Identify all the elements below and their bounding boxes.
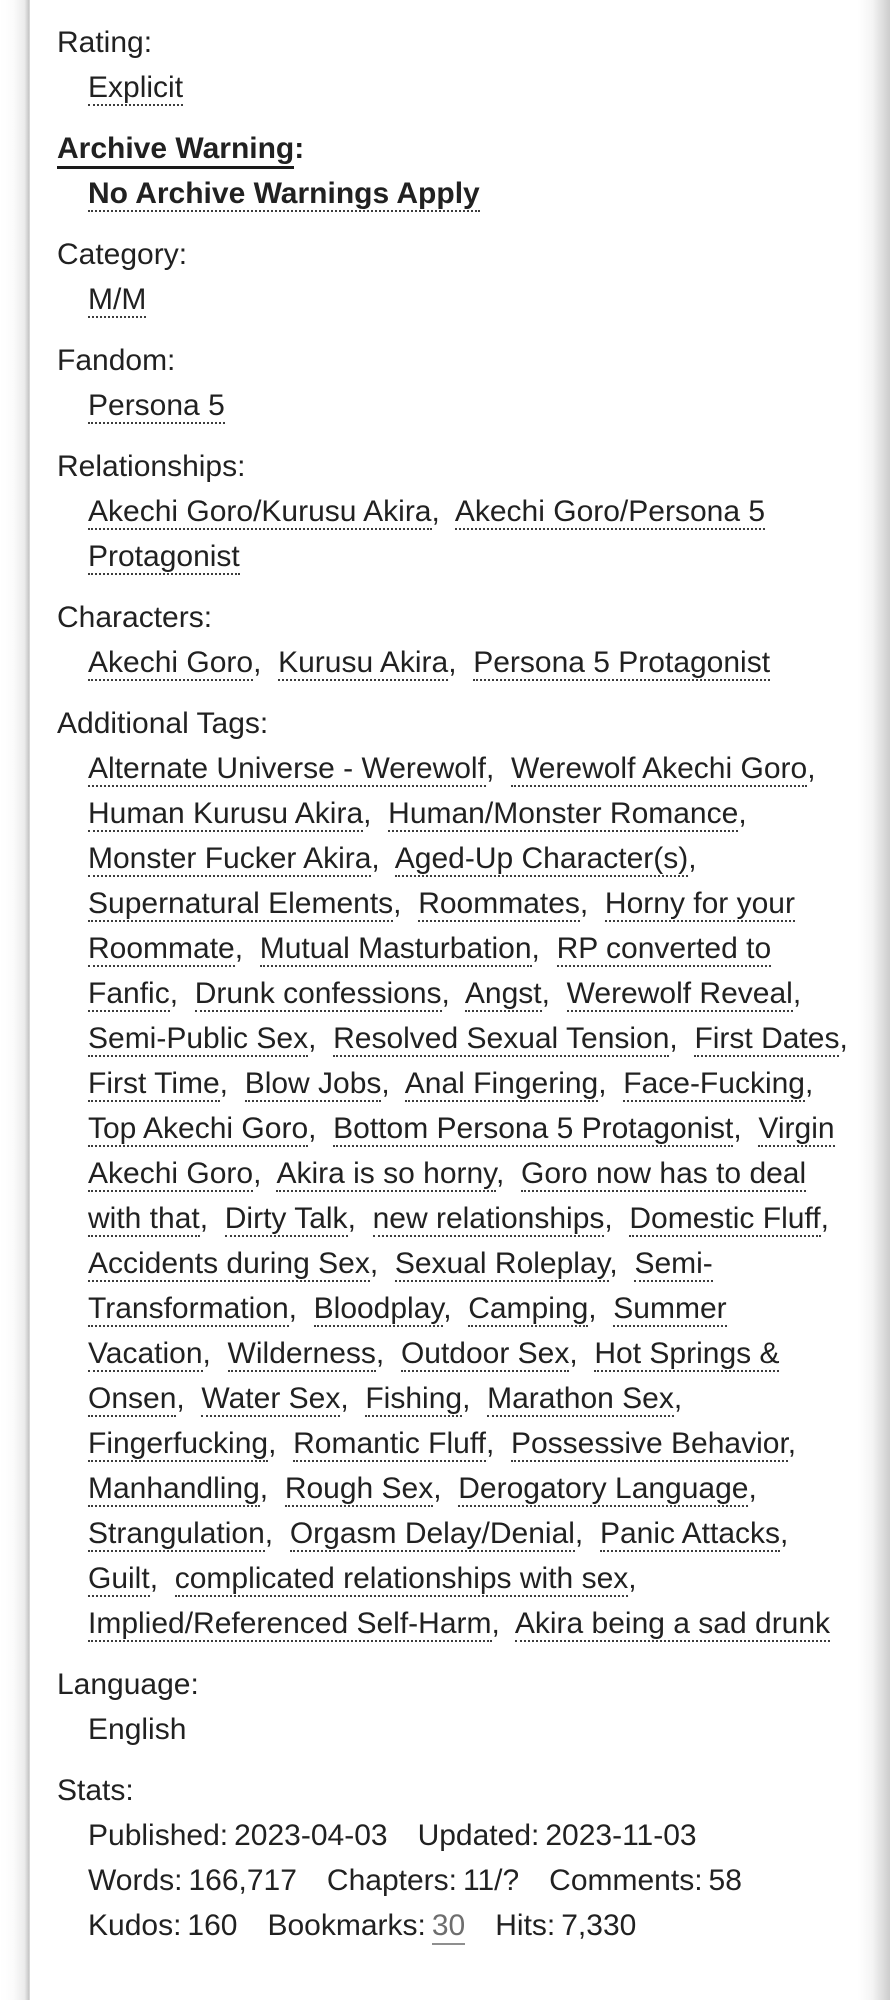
tag-separator: , bbox=[807, 752, 824, 785]
archive-warning-tags bbox=[57, 171, 858, 216]
characters-section bbox=[57, 595, 858, 685]
freeform-tag-link[interactable]: Fishing bbox=[365, 1382, 463, 1415]
tag-separator: , bbox=[253, 646, 279, 679]
tag-separator: , bbox=[491, 1607, 515, 1640]
relationship-tag-link[interactable]: Akechi Goro/Kurusu Akira bbox=[88, 495, 432, 528]
tag-separator: , bbox=[609, 1247, 635, 1280]
freeform-tag-link[interactable]: Dirty Talk bbox=[224, 1202, 348, 1235]
freeform-tag-link[interactable]: complicated relationships with sex bbox=[174, 1562, 629, 1595]
freeform-tag-link[interactable]: Resolved Sexual Tension bbox=[333, 1022, 670, 1055]
character-tags bbox=[57, 640, 858, 685]
tag-separator: , bbox=[485, 752, 511, 785]
category-tags bbox=[57, 277, 858, 322]
tag-separator: , bbox=[604, 1202, 630, 1235]
characters-label: Characters: bbox=[57, 601, 213, 634]
freeform-tag-link[interactable]: Human Kurusu Akira bbox=[88, 797, 364, 830]
language-section bbox=[57, 1662, 858, 1752]
tag-separator: , bbox=[531, 932, 557, 965]
tag-separator: , bbox=[804, 1067, 822, 1100]
warning-tag-link[interactable]: No Archive Warnings Apply bbox=[88, 177, 480, 210]
archive-warning-label: Archive Warning: bbox=[57, 126, 858, 171]
tag-separator: , bbox=[431, 495, 455, 528]
tag-separator: , bbox=[308, 1112, 334, 1145]
tag-separator: , bbox=[234, 932, 260, 965]
archive-warning-section bbox=[57, 126, 858, 216]
tag-separator: , bbox=[433, 1472, 459, 1505]
tag-separator: , bbox=[574, 1517, 600, 1550]
language-value: English bbox=[88, 1713, 187, 1746]
freeform-tag-link[interactable]: Mutual Masturbation bbox=[259, 932, 532, 965]
stats-values bbox=[57, 1813, 858, 1948]
tag-separator: , bbox=[485, 1427, 511, 1460]
tag-separator: , bbox=[176, 1382, 202, 1415]
tag-separator: , bbox=[820, 1202, 838, 1235]
character-tag-link[interactable]: Akechi Goro bbox=[88, 646, 254, 679]
freeform-tag-link[interactable]: Roommates bbox=[418, 887, 580, 920]
category-tag-link[interactable]: M/M bbox=[88, 283, 147, 316]
freeform-tag-link[interactable]: Accidents during Sex bbox=[88, 1247, 370, 1280]
stats-row-dates bbox=[88, 1813, 858, 1858]
freeform-tag-link[interactable]: Manhandling bbox=[88, 1472, 260, 1505]
tag-separator: , bbox=[738, 797, 755, 830]
freeform-tag-link[interactable]: Angst bbox=[464, 977, 542, 1010]
tag-separator: , bbox=[199, 1202, 225, 1235]
freeform-tag-link[interactable]: Derogatory Language bbox=[458, 1472, 749, 1505]
tag-separator: , bbox=[369, 1247, 395, 1280]
relationship-tag-link[interactable]: Akechi Goro/Persona 5 Protagonist bbox=[88, 495, 766, 573]
tag-separator: , bbox=[347, 1202, 373, 1235]
tag-separator: , bbox=[579, 887, 605, 920]
stats-section bbox=[57, 1768, 858, 1948]
freeform-tag-link[interactable]: First Time bbox=[88, 1067, 220, 1100]
freeform-tag-link[interactable]: Marathon Sex bbox=[487, 1382, 674, 1415]
bookmarks-count-link[interactable]: 30 bbox=[432, 1909, 465, 1945]
freeform-tag-link[interactable]: Hot Springs & Onsen bbox=[88, 1337, 780, 1415]
freeform-tag-link[interactable]: Akira being a sad drunk bbox=[514, 1607, 831, 1640]
tag-separator: , bbox=[202, 1337, 228, 1370]
category-section bbox=[57, 232, 858, 322]
freeform-tag-link[interactable]: Monster Fucker Akira bbox=[88, 842, 372, 875]
freeform-tag-link[interactable]: Horny for your Roommate bbox=[88, 887, 795, 965]
freeform-tag-link[interactable]: Supernatural Elements bbox=[88, 887, 394, 920]
tag-separator: , bbox=[588, 1292, 614, 1325]
tag-separator: , bbox=[340, 1382, 366, 1415]
stat-bookmarks: Bookmarks: 30 bbox=[267, 1909, 465, 1942]
stats-label: Stats: bbox=[57, 1774, 134, 1807]
freeform-tag-link[interactable]: Implied/Referenced Self-Harm bbox=[88, 1607, 492, 1640]
freeform-tag-link[interactable]: Semi-Transformation bbox=[88, 1247, 713, 1325]
tag-separator: , bbox=[669, 1022, 695, 1055]
freeform-tag-link[interactable]: Alternate Universe - Werewolf bbox=[88, 752, 486, 785]
tag-separator: , bbox=[253, 1157, 277, 1190]
stat-comments: Comments: 58 bbox=[549, 1864, 742, 1897]
freeform-tag-link[interactable]: new relationships bbox=[372, 1202, 605, 1235]
freeform-tag-link[interactable]: Bloodplay bbox=[313, 1292, 444, 1325]
additional-tags-label: Additional Tags: bbox=[57, 707, 269, 740]
tag-separator: , bbox=[462, 1382, 488, 1415]
tag-separator: , bbox=[688, 842, 705, 875]
relationship-tags bbox=[57, 489, 858, 579]
relationships-section bbox=[57, 444, 858, 579]
tag-separator: , bbox=[448, 646, 474, 679]
freeform-tag-link[interactable]: Sexual Roleplay bbox=[394, 1247, 610, 1280]
stats-row-feedback bbox=[88, 1903, 858, 1948]
additional-tags-section bbox=[57, 701, 858, 1646]
freeform-tag-link[interactable]: Orgasm Delay/Denial bbox=[289, 1517, 575, 1550]
freeform-tag-link[interactable]: Water Sex bbox=[201, 1382, 341, 1415]
character-tag-link[interactable]: Kurusu Akira bbox=[278, 646, 449, 679]
freeform-tag-link[interactable]: Face-Fucking bbox=[623, 1067, 805, 1100]
tag-separator: , bbox=[443, 1292, 469, 1325]
tag-separator: , bbox=[673, 1382, 691, 1415]
freeform-tag-link[interactable]: Drunk confessions bbox=[194, 977, 442, 1010]
stat-kudos: Kudos: 160 bbox=[88, 1909, 238, 1942]
freeform-tag-link[interactable]: Anal Fingering bbox=[404, 1067, 599, 1100]
freeform-tag-link[interactable]: Werewolf Reveal bbox=[566, 977, 793, 1010]
stat-words: Words: 166,717 bbox=[88, 1864, 297, 1897]
tag-separator: , bbox=[780, 1517, 797, 1550]
fandom-tags bbox=[57, 383, 858, 428]
freeform-tag-link[interactable]: Semi-Public Sex bbox=[88, 1022, 309, 1055]
freeform-tag-link[interactable]: First Dates bbox=[694, 1022, 840, 1055]
tag-separator: , bbox=[541, 977, 567, 1010]
tag-separator: , bbox=[308, 1022, 334, 1055]
stats-row-counts bbox=[88, 1858, 858, 1903]
freeform-tag-link[interactable]: Rough Sex bbox=[284, 1472, 434, 1505]
freeform-tag-link[interactable]: Romantic Fluff bbox=[293, 1427, 486, 1460]
freeform-tag-link[interactable]: Domestic Fluff bbox=[629, 1202, 821, 1235]
tag-separator: , bbox=[288, 1292, 314, 1325]
freeform-tag-link[interactable]: Panic Attacks bbox=[599, 1517, 781, 1550]
freeform-tag-link[interactable]: Fingerfucking bbox=[88, 1427, 269, 1460]
freeform-tag-link[interactable]: Strangulation bbox=[88, 1517, 265, 1550]
fandom-label: Fandom: bbox=[57, 344, 176, 377]
tag-separator: , bbox=[375, 1337, 401, 1370]
freeform-tag-link[interactable]: Possessive Behavior bbox=[510, 1427, 788, 1460]
freeform-tag-link[interactable]: Werewolf Akechi Goro bbox=[510, 752, 808, 785]
rating-tags bbox=[57, 65, 858, 110]
freeform-tag-link[interactable]: Wilderness bbox=[227, 1337, 376, 1370]
tag-separator: , bbox=[149, 1562, 175, 1595]
page-edge-right bbox=[858, 0, 890, 2000]
page-edge-left bbox=[0, 0, 30, 2000]
tag-separator: , bbox=[363, 797, 389, 830]
tag-separator: , bbox=[264, 1517, 290, 1550]
tag-separator: , bbox=[598, 1067, 624, 1100]
tag-separator: , bbox=[441, 977, 465, 1010]
freeform-tag-link[interactable]: Virgin Akechi Goro bbox=[88, 1112, 835, 1190]
tag-separator: , bbox=[371, 842, 395, 875]
rating-tag-link[interactable]: Explicit bbox=[88, 71, 184, 104]
relationships-label: Relationships: bbox=[57, 450, 246, 483]
fandom-section bbox=[57, 338, 858, 428]
tag-separator: , bbox=[839, 1022, 857, 1055]
freeform-tag-link[interactable]: Camping bbox=[468, 1292, 589, 1325]
tag-separator: , bbox=[268, 1427, 294, 1460]
work-meta-list bbox=[57, 20, 858, 1948]
tag-separator: , bbox=[569, 1337, 595, 1370]
additional-tags bbox=[57, 746, 858, 1646]
stat-updated: Updated: 2023-11-03 bbox=[417, 1819, 697, 1852]
tag-separator: , bbox=[748, 1472, 766, 1505]
language-label: Language: bbox=[57, 1668, 199, 1701]
freeform-tag-link[interactable]: Human/Monster Romance bbox=[388, 797, 739, 830]
tag-separator: , bbox=[169, 977, 195, 1010]
tag-separator: , bbox=[628, 1562, 645, 1595]
tag-separator: , bbox=[381, 1067, 405, 1100]
freeform-tag-link[interactable]: Outdoor Sex bbox=[400, 1337, 570, 1370]
character-tag-link[interactable]: Persona 5 Protagonist bbox=[473, 646, 771, 679]
fandom-tag-link[interactable]: Persona 5 bbox=[88, 389, 225, 422]
tag-separator: , bbox=[733, 1112, 759, 1145]
stat-chapters: Chapters: 11/? bbox=[326, 1864, 520, 1897]
freeform-tag-link[interactable]: Blow Jobs bbox=[244, 1067, 382, 1100]
work-meta-panel bbox=[30, 0, 858, 1964]
freeform-tag-link[interactable]: Aged-Up Character(s) bbox=[394, 842, 689, 875]
freeform-tag-link[interactable]: Goro now has to deal with that bbox=[88, 1157, 807, 1235]
tag-separator: , bbox=[393, 887, 419, 920]
rating-section bbox=[57, 20, 858, 110]
tag-separator: , bbox=[792, 977, 810, 1010]
tag-separator: , bbox=[219, 1067, 245, 1100]
stat-published: Published: 2023-04-03 bbox=[88, 1819, 388, 1852]
tag-separator: , bbox=[787, 1427, 805, 1460]
category-label: Category: bbox=[57, 238, 188, 271]
stat-hits: Hits: 7,330 bbox=[495, 1909, 637, 1942]
freeform-tag-link[interactable]: Bottom Persona 5 Protagonist bbox=[333, 1112, 734, 1145]
freeform-tag-link[interactable]: Summer Vacation bbox=[88, 1292, 727, 1370]
rating-label: Rating: bbox=[57, 26, 153, 59]
freeform-tag-link[interactable]: RP converted to Fanfic bbox=[88, 932, 772, 1010]
freeform-tag-link[interactable]: Guilt bbox=[88, 1562, 150, 1595]
tag-separator: , bbox=[495, 1157, 521, 1190]
tag-separator: , bbox=[259, 1472, 285, 1505]
freeform-tag-link[interactable]: Top Akechi Goro bbox=[88, 1112, 309, 1145]
freeform-tag-link[interactable]: Akira is so horny bbox=[276, 1157, 496, 1190]
